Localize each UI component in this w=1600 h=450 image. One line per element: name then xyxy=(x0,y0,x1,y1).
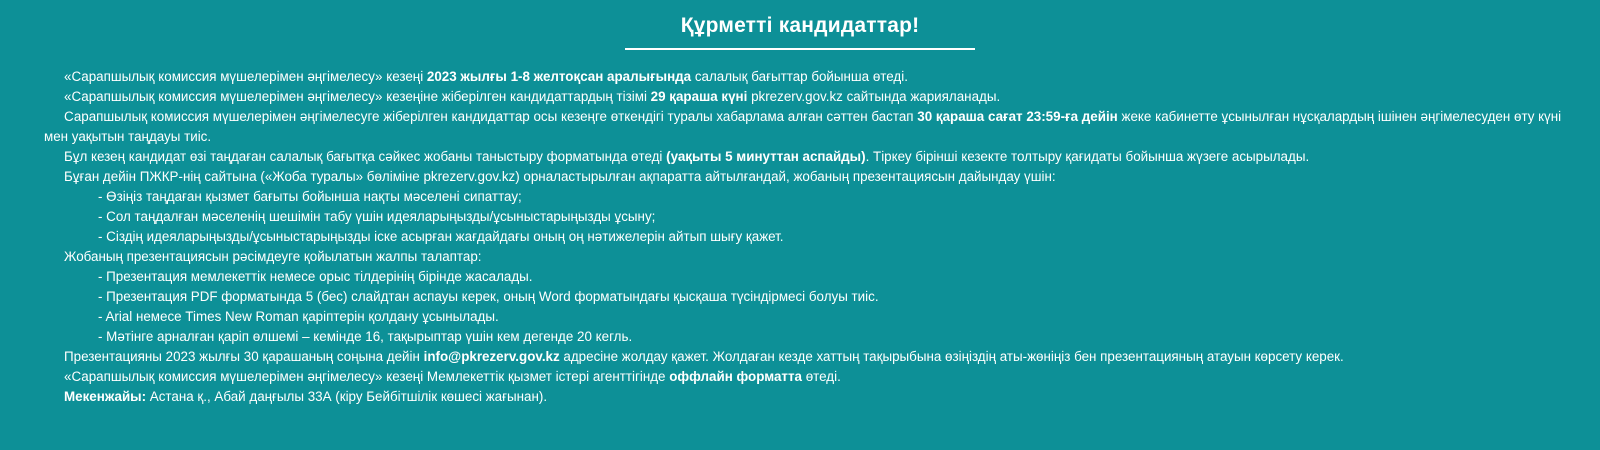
text-span: жеке кабинетте ұсынылған нұсқалардың ішінен әңгімелесуден өту күні мен уақытын таңдауы тиіс. xyxy=(44,109,1562,144)
text-span: . Тіркеу бірінші кезекте толтыру қағидаты бойынша жүзеге асырылады. xyxy=(865,149,1310,164)
text-span: өтеді. xyxy=(801,369,841,384)
paragraph-list-publication xyxy=(44,87,1584,107)
list-item: - Сол таңдалған мәселенің шешімін табу үшін идеяларыңызды/ұсыныстарыңызды ұсыну; xyxy=(98,209,656,224)
text-span: «Сарапшылық комиссия мүшелерімен әңгімелесу» кезеңіне жіберілген кандидаттардың тізімі xyxy=(64,89,651,104)
bold-text: оффлайн форматта xyxy=(669,369,802,384)
paragraph-address xyxy=(44,387,1584,407)
list-item: - Презентация мемлекеттік немесе орыс тілдерінің бірінде жасалады. xyxy=(98,269,533,284)
address-value: Астана қ., Абай даңғылы 33А (кіру Бейбітшілік көшесі жағынан). xyxy=(146,389,548,404)
text-span: Презентацияны 2023 жылғы 30 қарашаның соңына дейін xyxy=(64,349,424,364)
paragraph-format xyxy=(44,147,1584,167)
text-span: «Сарапшылық комиссия мүшелерімен әңгімелесу» кезеңі xyxy=(64,69,427,84)
text-span: Сарапшылық комиссия мүшелерімен әңгімелесуге жіберілген кандидаттар осы кезеңге өткендігі туралы хабарлама алған сәттен бастап xyxy=(64,109,918,124)
list-item: - Arial немесе Times New Roman қаріптерін қолдану ұсынылады. xyxy=(98,309,499,324)
title-wrap xyxy=(0,14,1600,38)
text-span: адресіне жолдау қажет. Жолдаған кезде хаттың тақырыбына өзіңіздің аты-жөніңіз бен презентацияның атауын көрсету керек. xyxy=(559,349,1344,364)
list-item: - Презентация PDF форматында 5 (бес) слайдтан аспауы керек, оның Word форматындағы қысқаша түсіндірмесі болуы тиіс. xyxy=(98,289,879,304)
bold-text: 29 қараша күні xyxy=(650,89,748,104)
bold-text: 30 қараша сағат 23:59-ға дейін xyxy=(917,109,1118,124)
text-span: «Сарапшылық комиссия мүшелерімен әңгімелесу» кезеңі Мемлекеттік қызмет істері агенттігінде xyxy=(64,369,670,384)
paragraph-requirements: Жобаның презентациясын рәсімдеуге қойылатын жалпы талаптар: xyxy=(64,249,482,264)
bold-text: 2023 жылғы 1-8 желтоқсан аралығында xyxy=(426,69,692,84)
list-item: - Сіздің идеяларыңызды/ұсыныстарыңызды іске асырған жағдайдағы оның оң нәтижелерін айтып шығу қажет. xyxy=(98,229,784,244)
text-span: салалық бағыттар бойынша өтеді. xyxy=(691,69,908,84)
text-span: Бұл кезең кандидат өзі таңдаған салалық бағытқа сәйкес жобаны таныстыру форматында өтеді xyxy=(64,149,667,164)
title-underline xyxy=(625,48,975,50)
paragraph-schedule xyxy=(44,67,1584,87)
paragraph-deadline xyxy=(44,107,1584,147)
page-title: Құрметті кандидаттар! xyxy=(680,14,920,37)
list-item: - Өзіңіз таңдаған қызмет бағыты бойынша нақты мәселені сипаттау; xyxy=(98,189,522,204)
list-item: - Мәтінге арналған қаріп өлшемі – кемінде 16, тақырыптар үшін кем дегенде 20 кегль. xyxy=(98,329,633,344)
email-address: info@pkrezerv.gov.kz xyxy=(423,349,560,364)
text-span: pkrezerv.gov.kz сайтында жарияланады. xyxy=(747,89,1001,104)
bold-text: (уақыты 5 минуттан аспайды) xyxy=(666,149,866,164)
paragraph-venue xyxy=(44,367,1584,387)
paragraph-submission xyxy=(44,347,1584,367)
address-label: Мекенжайы: xyxy=(64,389,147,404)
announcement-body xyxy=(44,67,1584,407)
paragraph-preparation: Бұған дейін ПЖКР-нің сайтына («Жоба туралы» бөліміне pkrezerv.gov.kz) орналастырылған ақпаратта айтылғандай, жобаның презентациясын дайындау үшін: xyxy=(64,169,1056,184)
